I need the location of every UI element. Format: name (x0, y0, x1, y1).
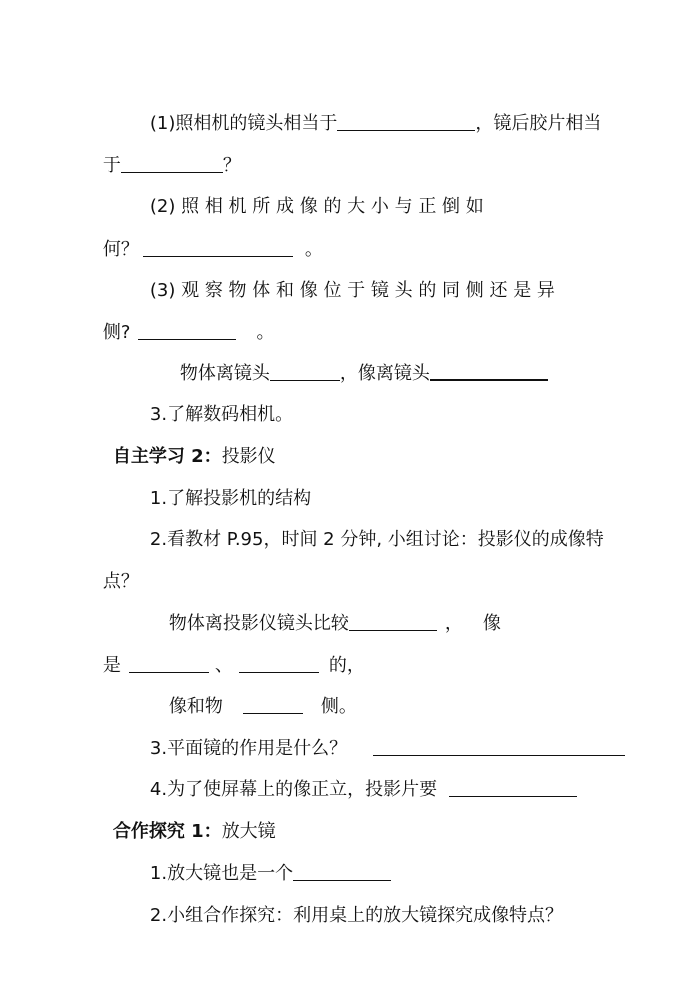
q3-line-1 (127, 252, 555, 301)
s2-item-2-line-2 (80, 543, 139, 592)
q3-text-2: 侧? (102, 322, 131, 343)
s2-item-1-text: 1.了解投影机的结构 (149, 488, 312, 509)
s3-item-1 (127, 835, 391, 884)
s2-item-4-text: 4.为了使屏幕上的像正立，投影片要 (149, 779, 438, 800)
s2-item-4 (127, 751, 577, 800)
section-2-subtitle: 投影仪 (221, 446, 276, 467)
s3-item-2 (127, 877, 564, 926)
q3-text-3: 。 (256, 322, 275, 343)
s2-fill-text-2: ， (444, 613, 463, 634)
s3-item-2-text: 2.小组合作探究：利用桌上的放大镜探究成像特点？ (149, 905, 564, 926)
s3-item-1-text: 1.放大镜也是一个 (149, 863, 294, 884)
s2-fill-line-2 (80, 627, 365, 676)
s2-item-2-text: 2.看教材 P.95，时间 2 分钟, 小组讨论：投影仪的成像特 (149, 529, 604, 550)
distance-line (157, 335, 548, 384)
q1-text-4: ？ (222, 155, 241, 176)
image-distance-blank (430, 361, 548, 381)
section-2-title: 自主学习 2： (112, 446, 222, 467)
section-2-heading (90, 418, 276, 467)
item-3-text: 3.了解数码相机。 (149, 404, 294, 425)
q2-text-2: 何？ (102, 239, 139, 260)
item-3-line (127, 376, 294, 425)
section-3-subtitle: 放大镜 (221, 821, 276, 842)
s2-item-1 (127, 460, 312, 509)
q1-text-3: 于 (102, 155, 121, 176)
q1-blank-lens (337, 112, 475, 131)
section-3-heading (90, 793, 276, 842)
section-3-title: 合作探究 1： (112, 821, 222, 842)
q1-line-1 (127, 85, 602, 134)
s2-blank-slide (449, 778, 577, 797)
s2-fill-text-6: 的， (328, 655, 365, 676)
q2-text-3: 。 (304, 239, 323, 260)
distance-text-2: ，像离镜头 (339, 363, 430, 384)
distance-text-1: 物体离镜头 (179, 363, 270, 384)
q1-text-2: ，镜后胶片相当 (475, 113, 602, 134)
q3-text: (3) 观 察 物 体 和 像 位 于 镜 头 的 同 侧 还 是 异 (149, 280, 555, 301)
s2-fill-line-1 (146, 585, 501, 634)
q2-line-1 (127, 168, 484, 217)
q2-line-2 (80, 211, 323, 260)
q1-line-2 (80, 127, 241, 176)
s2-item-2-text-2: 点？ (102, 571, 139, 592)
s2-fill-line-3 (146, 668, 357, 717)
s2-fill-text-4: 是 (102, 655, 121, 676)
s2-fill-text-7: 像和物 (168, 696, 223, 717)
s2-fill-text-8: 侧。 (320, 696, 357, 717)
q1-text: (1)照相机的镜头相当于 (149, 113, 338, 134)
q2-text: (2) 照 相 机 所 成 像 的 大 小 与 正 倒 如 (149, 196, 484, 217)
s2-item-3 (127, 710, 625, 759)
s2-fill-text-5: 、 (214, 655, 233, 676)
s2-fill-text-3: 像 (482, 613, 501, 634)
s2-item-3-text: 3.平面镜的作用是什么？ (149, 738, 348, 759)
s2-item-2-line-1 (127, 501, 604, 550)
s2-fill-text-1: 物体离投影仪镜头比较 (168, 613, 349, 634)
q3-line-2 (80, 294, 275, 343)
